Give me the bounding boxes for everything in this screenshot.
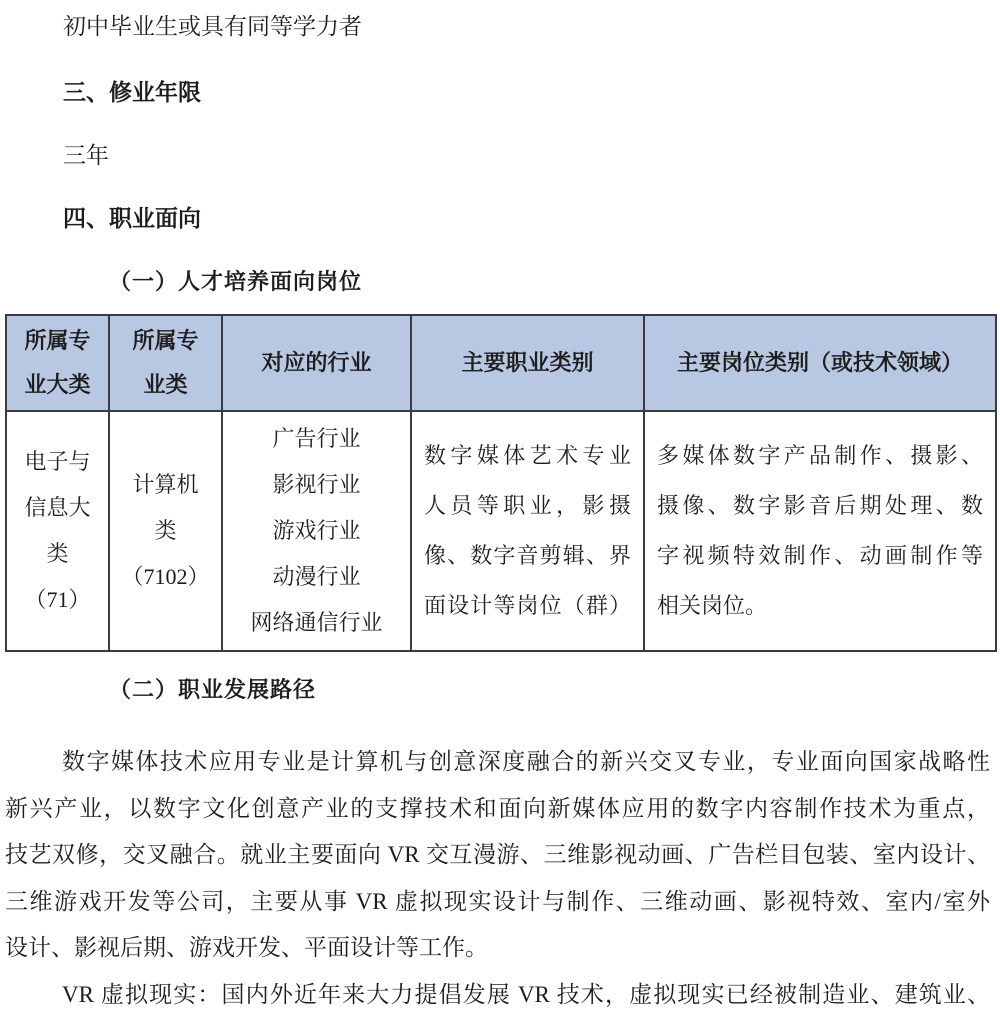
section4-heading: 四、职业面向 <box>63 204 990 234</box>
text-line: 网络通信行业 <box>233 600 400 646</box>
intro-text: 初中毕业生或具有同等学力者 <box>63 12 990 42</box>
subsection1-heading: （一）人才培养面向岗位 <box>109 267 990 297</box>
text-line: （7102） <box>120 554 211 600</box>
text-line: 技艺双修，交叉融合。就业主要面向 VR 交互漫游、三维影视动画、广告栏目包装、室内设计、 <box>5 832 990 879</box>
cell-positions <box>644 411 996 651</box>
section3-heading: 三、修业年限 <box>63 78 990 108</box>
text-line: 摄像、数字影音后期处理、数 <box>657 481 983 531</box>
column-header-occupations: 主要职业类别 <box>411 315 644 411</box>
cell-occupations <box>411 411 644 651</box>
text-line: 电子与 <box>17 439 98 485</box>
text-line: 面设计等岗位（群） <box>424 581 631 631</box>
career-orientation-table <box>5 314 997 652</box>
text-line: 新兴产业，以数字文化创意产业的支撑技术和面向新媒体应用的数字内容制作技术为重点， <box>5 786 990 833</box>
text-line: 相关岗位。 <box>657 581 983 631</box>
text-line: 广告行业 <box>233 416 400 462</box>
text-line: 计算机 <box>120 462 211 508</box>
paragraph-career-development <box>5 739 990 972</box>
text-line: （71） <box>17 577 98 623</box>
table-row <box>6 411 996 651</box>
table-header-row <box>6 315 996 411</box>
cell-major-category <box>6 411 109 651</box>
text-line: 数字媒体技术应用专业是计算机与创意深度融合的新兴交叉专业，专业面向国家战略性 <box>5 739 990 786</box>
text-line: 类 <box>120 508 211 554</box>
text-line: 类 <box>17 531 98 577</box>
cell-industries <box>222 411 411 651</box>
subsection2-heading: （二）职业发展路径 <box>109 675 990 705</box>
cell-major-class <box>109 411 222 651</box>
text-line: 动漫行业 <box>233 554 400 600</box>
text-line: 设计、影视后期、游戏开发、平面设计等工作。 <box>5 925 990 972</box>
paragraph-vr-intro: VR 虚拟现实：国内外近年来大力提倡发展 VR 技术，虚拟现实已经被制造业、建筑业、 <box>5 972 990 1018</box>
column-header-industries: 对应的行业 <box>222 315 411 411</box>
text-line: 三维游戏开发等公司，主要从事 VR 虚拟现实设计与制作、三维动画、影视特效、室内/室外 <box>5 879 990 926</box>
column-header-major-category: 所属专业大类 <box>6 315 109 411</box>
text-line: 游戏行业 <box>233 508 400 554</box>
text-line: 多媒体数字产品制作、摄影、 <box>657 431 983 481</box>
text-line: 字视频特效制作、动画制作等 <box>657 531 983 581</box>
text-line: 影视行业 <box>233 462 400 508</box>
text-line: 信息大 <box>17 485 98 531</box>
text-line: 人员等职业，影摄 <box>424 481 631 531</box>
text-line: 数字媒体艺术专业 <box>424 431 631 481</box>
column-header-major-class: 所属专业类 <box>109 315 222 411</box>
text-line: 像、数字音剪辑、界 <box>424 531 631 581</box>
section3-body: 三年 <box>63 141 990 171</box>
column-header-positions: 主要岗位类别（或技术领域） <box>644 315 996 411</box>
